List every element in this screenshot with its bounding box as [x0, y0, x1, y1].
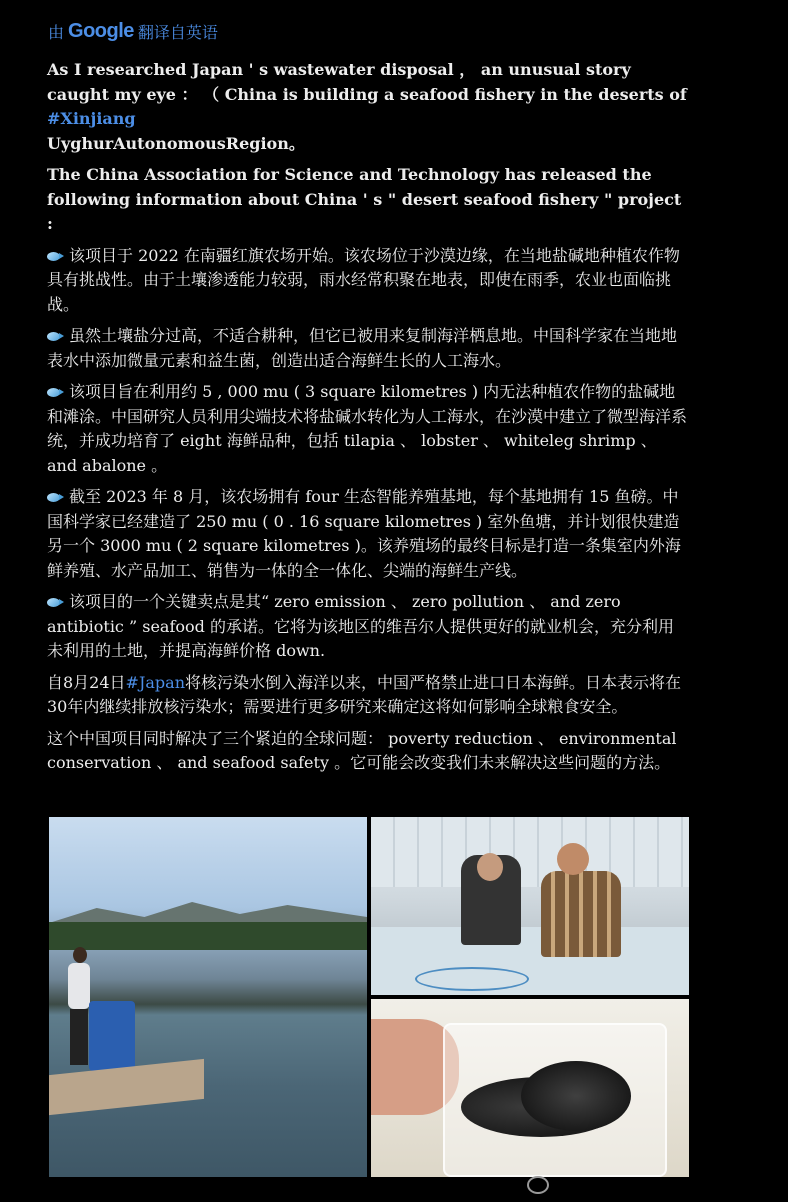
- post-paragraph-7: 该项目的一个关键卖点是其“ zero emission 、 zero pollution 、 and zero antibiotic ” seafood 的承诺。它将为该地区的维吾尔人提供更好的就业机会，充分利用未利用的土地，并提高海鲜价格 down.: [47, 592, 674, 660]
- fish-emoji-icon: [47, 251, 64, 262]
- post-paragraph-4: 虽然土壤盐分过高，不适合耕种，但它已被用来复制海洋栖息地。中国科学家在当地地表水中添加微量元素和益生菌，创造出适合海鲜生长的人工海水。: [47, 326, 678, 370]
- translated-suffix: 翻译自英语: [137, 25, 218, 42]
- post-paragraph-9: 这个中国项目同时解决了三个紧迫的全球问题： poverty reduction 、 environmental conservation 、 and seafood safety 。它可能会改变我们未来解决这些问题的方法。: [47, 728, 677, 772]
- weibo-logo-icon: [527, 1176, 549, 1194]
- post-body: [47, 58, 687, 783]
- translated-from-english-bar[interactable]: [48, 20, 218, 43]
- photo-fish-pond[interactable]: [49, 817, 367, 1177]
- lobster: [521, 1061, 631, 1131]
- post-paragraph-5: 该项目旨在利用约 5 , 000 mu ( 3 square kilometres ) 内无法种植农作物的盐碱地和滩涂。中国研究人员利用尖端技术将盐碱水转化为人工海水，在沙漠中建立了微型海洋系统，并成功培育了 eight 海鲜品种，包括 tilapia 、 lobster 、 whiteleg shrimp 、 and abalone 。: [47, 382, 688, 475]
- photo-grid: [49, 817, 689, 1177]
- google-logo: Google: [68, 20, 134, 42]
- blue-barrel: [89, 1001, 135, 1071]
- post-paragraph-8: 自8月24日#Japan将核污染水倒入海洋以来，中国严格禁止进口日本海鲜。日本表示将在30年内继续排放核污染水；需要进行更多研究来确定这将如何影响全球粮食安全。: [47, 672, 682, 716]
- fish-emoji-icon: [47, 492, 64, 503]
- photo-lobsters[interactable]: [371, 999, 689, 1177]
- fish-emoji-icon: [47, 387, 64, 398]
- hashtag-xinjiang[interactable]: #Xinjiang: [47, 109, 136, 128]
- weibo-watermark: [527, 1176, 549, 1194]
- photo-indoor-tank[interactable]: [371, 817, 689, 995]
- post-paragraph-2: The China Association for Science and Technology has released the following information about China ' s " desert seafood fishery " project :: [47, 165, 682, 233]
- translated-prefix: 由: [48, 25, 65, 42]
- post-paragraph-3: 该项目于 2022 在南疆红旗农场开始。该农场位于沙漠边缘，在当地盐碱地种植农作物具有挑战性。由于土壤渗透能力较弱，雨水经常积聚在地表，即使在雨季，农业也面临挑战。: [47, 245, 680, 314]
- fishing-net: [415, 967, 529, 991]
- post-paragraph-1: As I researched Japan ' s wastewater disposal ， an unusual story caught my eye ： （ China is building a seafood fishery in the deserts of #Xinjiang UyghurAutonomousRegion。: [47, 60, 687, 153]
- fish-emoji-icon: [47, 331, 64, 342]
- hashtag-japan[interactable]: #Japan: [125, 672, 185, 692]
- fish-emoji-icon: [47, 597, 64, 608]
- post-paragraph-6: 截至 2023 年 8 月，该农场拥有 four 生态智能养殖基地，每个基地拥有 15 鱼磅。中国科学家已经建造了 250 mu ( 0 . 16 square kilometres ) 室外鱼塘，并计划很快建造另一个 3000 mu ( 2 square kilometres )。该养殖场的最终目标是打造一条集室内外海鲜养殖、水产品加工、销售为一体的全一体化、尖端的海鲜生产线。: [47, 487, 681, 580]
